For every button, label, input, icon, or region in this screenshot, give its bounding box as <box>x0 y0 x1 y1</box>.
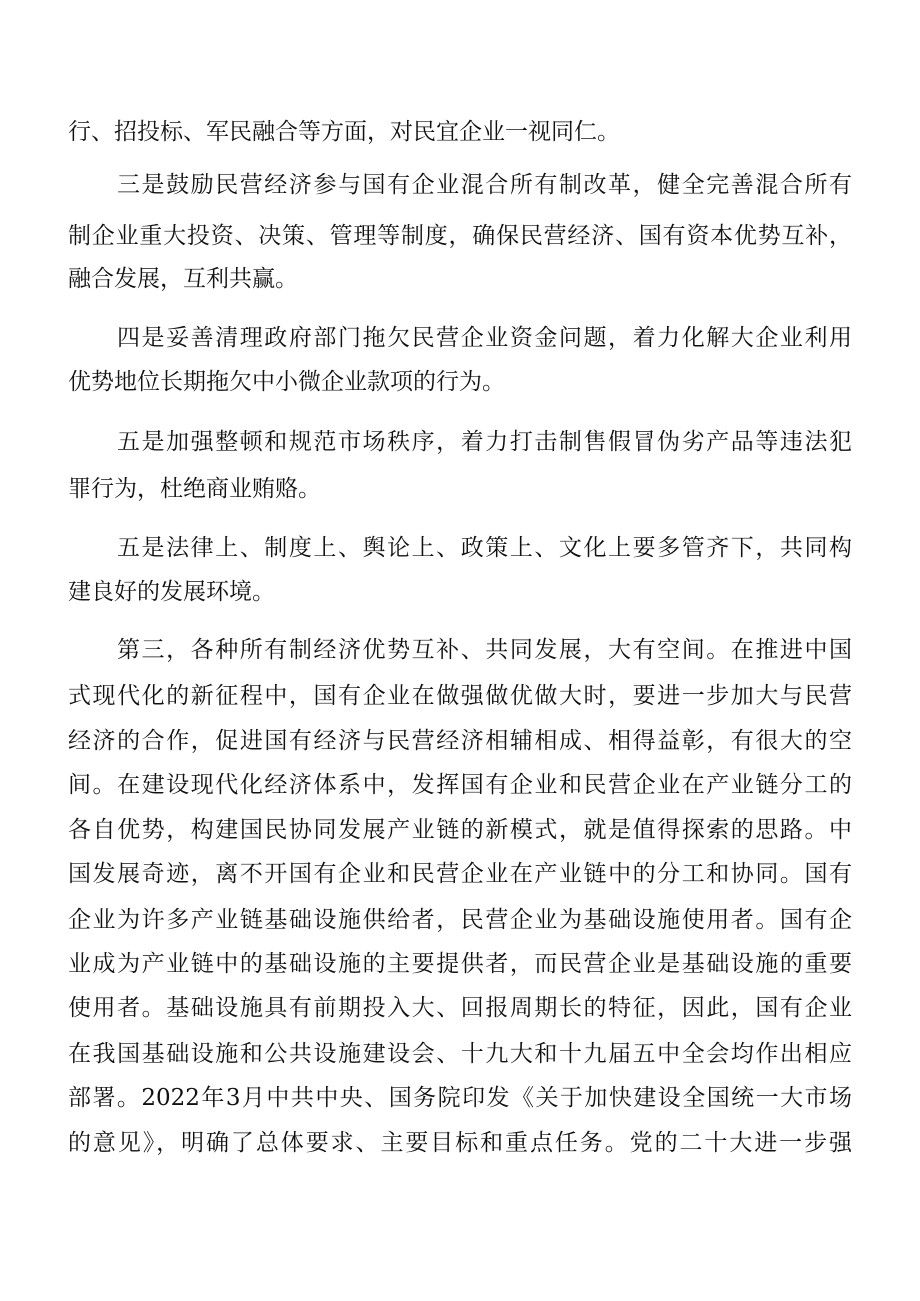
text-line: 部署。2022年3月中共中央、国务院印发《关于加快建设全国统一大市场 <box>68 1085 852 1111</box>
text-line: 国发展奇迹，离不开国有企业和民营企业在产业链中的分工和协同。国有 <box>68 861 852 887</box>
text-line: 罪行为，杜绝商业贿赂。 <box>68 476 321 502</box>
text-line: 企业为许多产业链基础设施供给者，民营企业为基础设施使用者。国有企 <box>68 907 852 933</box>
paragraph-first-line: 五是法律上、制度上、舆论上、政策上、文化上要多管齐下，共同构 <box>117 535 852 561</box>
text-line: 的意见》，明确了总体要求、主要目标和重点任务。党的二十大进一步强 <box>68 1130 852 1156</box>
text-line: 在我国基础设施和公共设施建设会、十九大和十九届五中全会均作出相应 <box>68 1041 852 1067</box>
text-line: 制企业重大投资、决策、管理等制度，确保民营经济、国有资本优势互补， <box>68 223 852 249</box>
text-line: 优势地位长期拖欠中小微企业款项的行为。 <box>68 369 505 395</box>
text-line: 间。在建设现代化经济体系中，发挥国有企业和民营企业在产业链分工的 <box>68 772 852 798</box>
text-line: 使用者。基础设施具有前期投入大、回报周期长的特征，因此，国有企业 <box>68 995 852 1021</box>
paragraph-first-line: 四是妥善清理政府部门拖欠民营企业资金问题，着力化解大企业利用 <box>117 325 852 351</box>
text-line: 行、招投标、军民融合等方面，对民宜企业一视同仁。 <box>68 119 620 145</box>
text-line: 业成为产业链中的基础设施的主要提供者，而民营企业是基础设施的重要 <box>68 951 852 977</box>
text-line: 经济的合作，促进国有经济与民营经济相辅相成、相得益彰，有很大的空 <box>68 728 852 754</box>
paragraph-first-line: 第三，各种所有制经济优势互补、共同发展，大有空间。在推进中国 <box>117 637 852 663</box>
paragraph-first-line: 三是鼓励民营经济参与国有企业混合所有制改革，健全完善混合所有 <box>117 172 852 198</box>
text-line: 建良好的发展环境。 <box>68 579 275 605</box>
paragraph-first-line: 五是加强整顿和规范市场秩序，着力打击制售假冒伪劣产品等违法犯 <box>117 429 852 455</box>
text-line: 各自优势，构建国民协同发展产业链的新模式，就是值得探索的思路。中 <box>68 817 852 843</box>
text-line: 融合发展，互利共赢。 <box>68 266 298 292</box>
text-line: 式现代化的新征程中，国有企业在做强做优做大时，要进一步加大与民营 <box>68 683 852 709</box>
